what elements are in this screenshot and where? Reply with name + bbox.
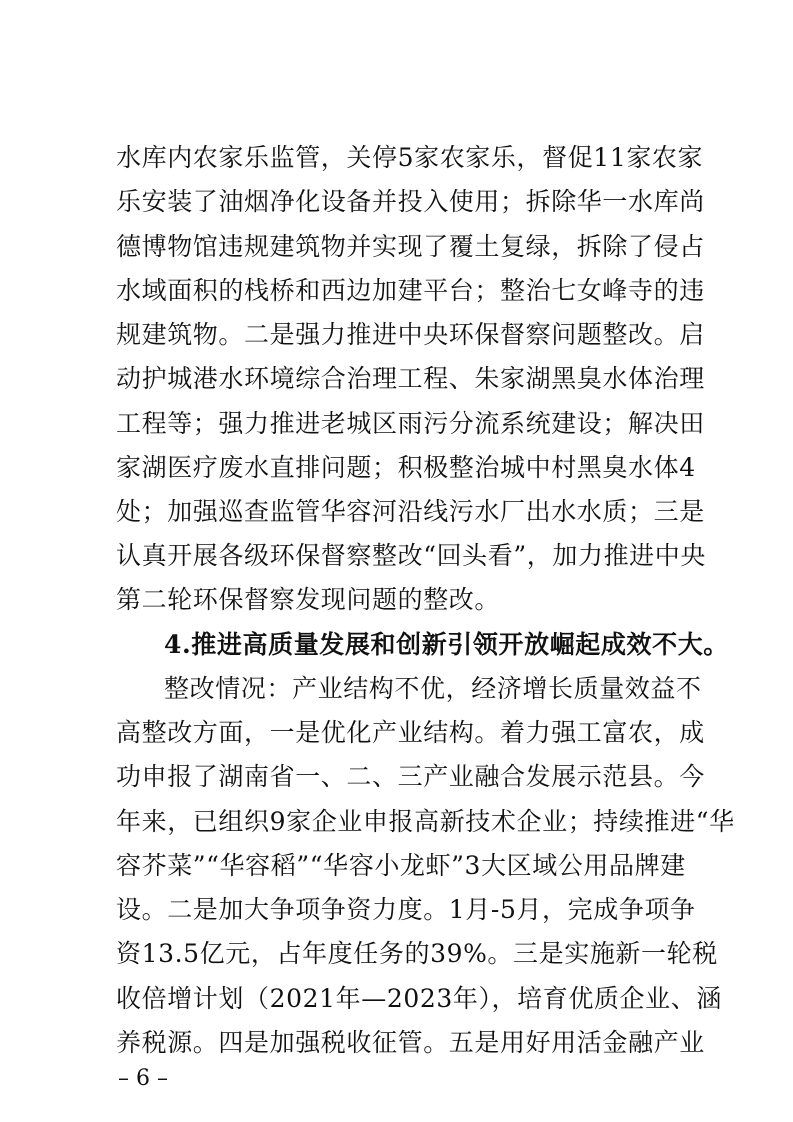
body-line: 功申报了湖南省一、二、三产业融合发展示范县。今 — [116, 762, 705, 791]
page-number: – 6 – — [118, 1066, 168, 1091]
body-line: 认真开展各级环保督察整改“回头看”，加力推进中央 — [116, 541, 706, 570]
body-line: 养税源。四是加强税收征管。五是用好用活金融产业 — [116, 1028, 705, 1057]
body-line: 收倍增计划（2021年—2023年），培育优质企业、涵 — [116, 984, 722, 1013]
body-line: 容芥菜”“华容稻”“华容小龙虾”3大区域公用品牌建 — [116, 851, 686, 880]
body-line: 资13.5亿元，占年度任务的39%。三是实施新一轮税 — [116, 939, 718, 968]
body-line: 第二轮环保督察发现问题的整改。 — [116, 585, 501, 614]
body-line: 高整改方面，一是优化产业结构。着力强工富农，成 — [116, 718, 705, 747]
body-line: 整改情况：产业结构不优，经济增长质量效益不 — [164, 674, 702, 703]
body-line: 设。二是加大争项争资力度。1月-5月，完成争项争 — [116, 895, 696, 924]
body-line: 乐安装了油烟净化设备并投入使用；拆除华一水库尚 — [116, 187, 705, 216]
body-line: 水库内农家乐监管，关停5家农家乐，督促11家农家 — [116, 143, 704, 172]
body-line: 水域面积的栈桥和西边加建平台；整治七女峰寺的违 — [116, 276, 705, 305]
body-line: 动护城港水环境综合治理工程、朱家湖黑臭水体治理 — [116, 364, 705, 393]
body-line: 家湖医疗废水直排问题；积极整治城中村黑臭水体4 — [116, 453, 696, 482]
body-line: 工程等；强力推进老城区雨污分流系统建设；解决田 — [116, 409, 705, 438]
body-line: 规建筑物。二是强力推进中央环保督察问题整改。启 — [116, 320, 705, 349]
body-line: 德博物馆违规建筑物并实现了覆土复绿，拆除了侵占 — [116, 232, 705, 261]
body-line: 处；加强巡查监管华容河沿线污水厂出水水质；三是 — [116, 497, 705, 526]
section-heading: 4.推进高质量发展和创新引领开放崛起成效不大。 — [164, 630, 729, 659]
body-line: 年来，已组织9家企业申报高新技术企业；持续推进“华 — [116, 807, 735, 836]
